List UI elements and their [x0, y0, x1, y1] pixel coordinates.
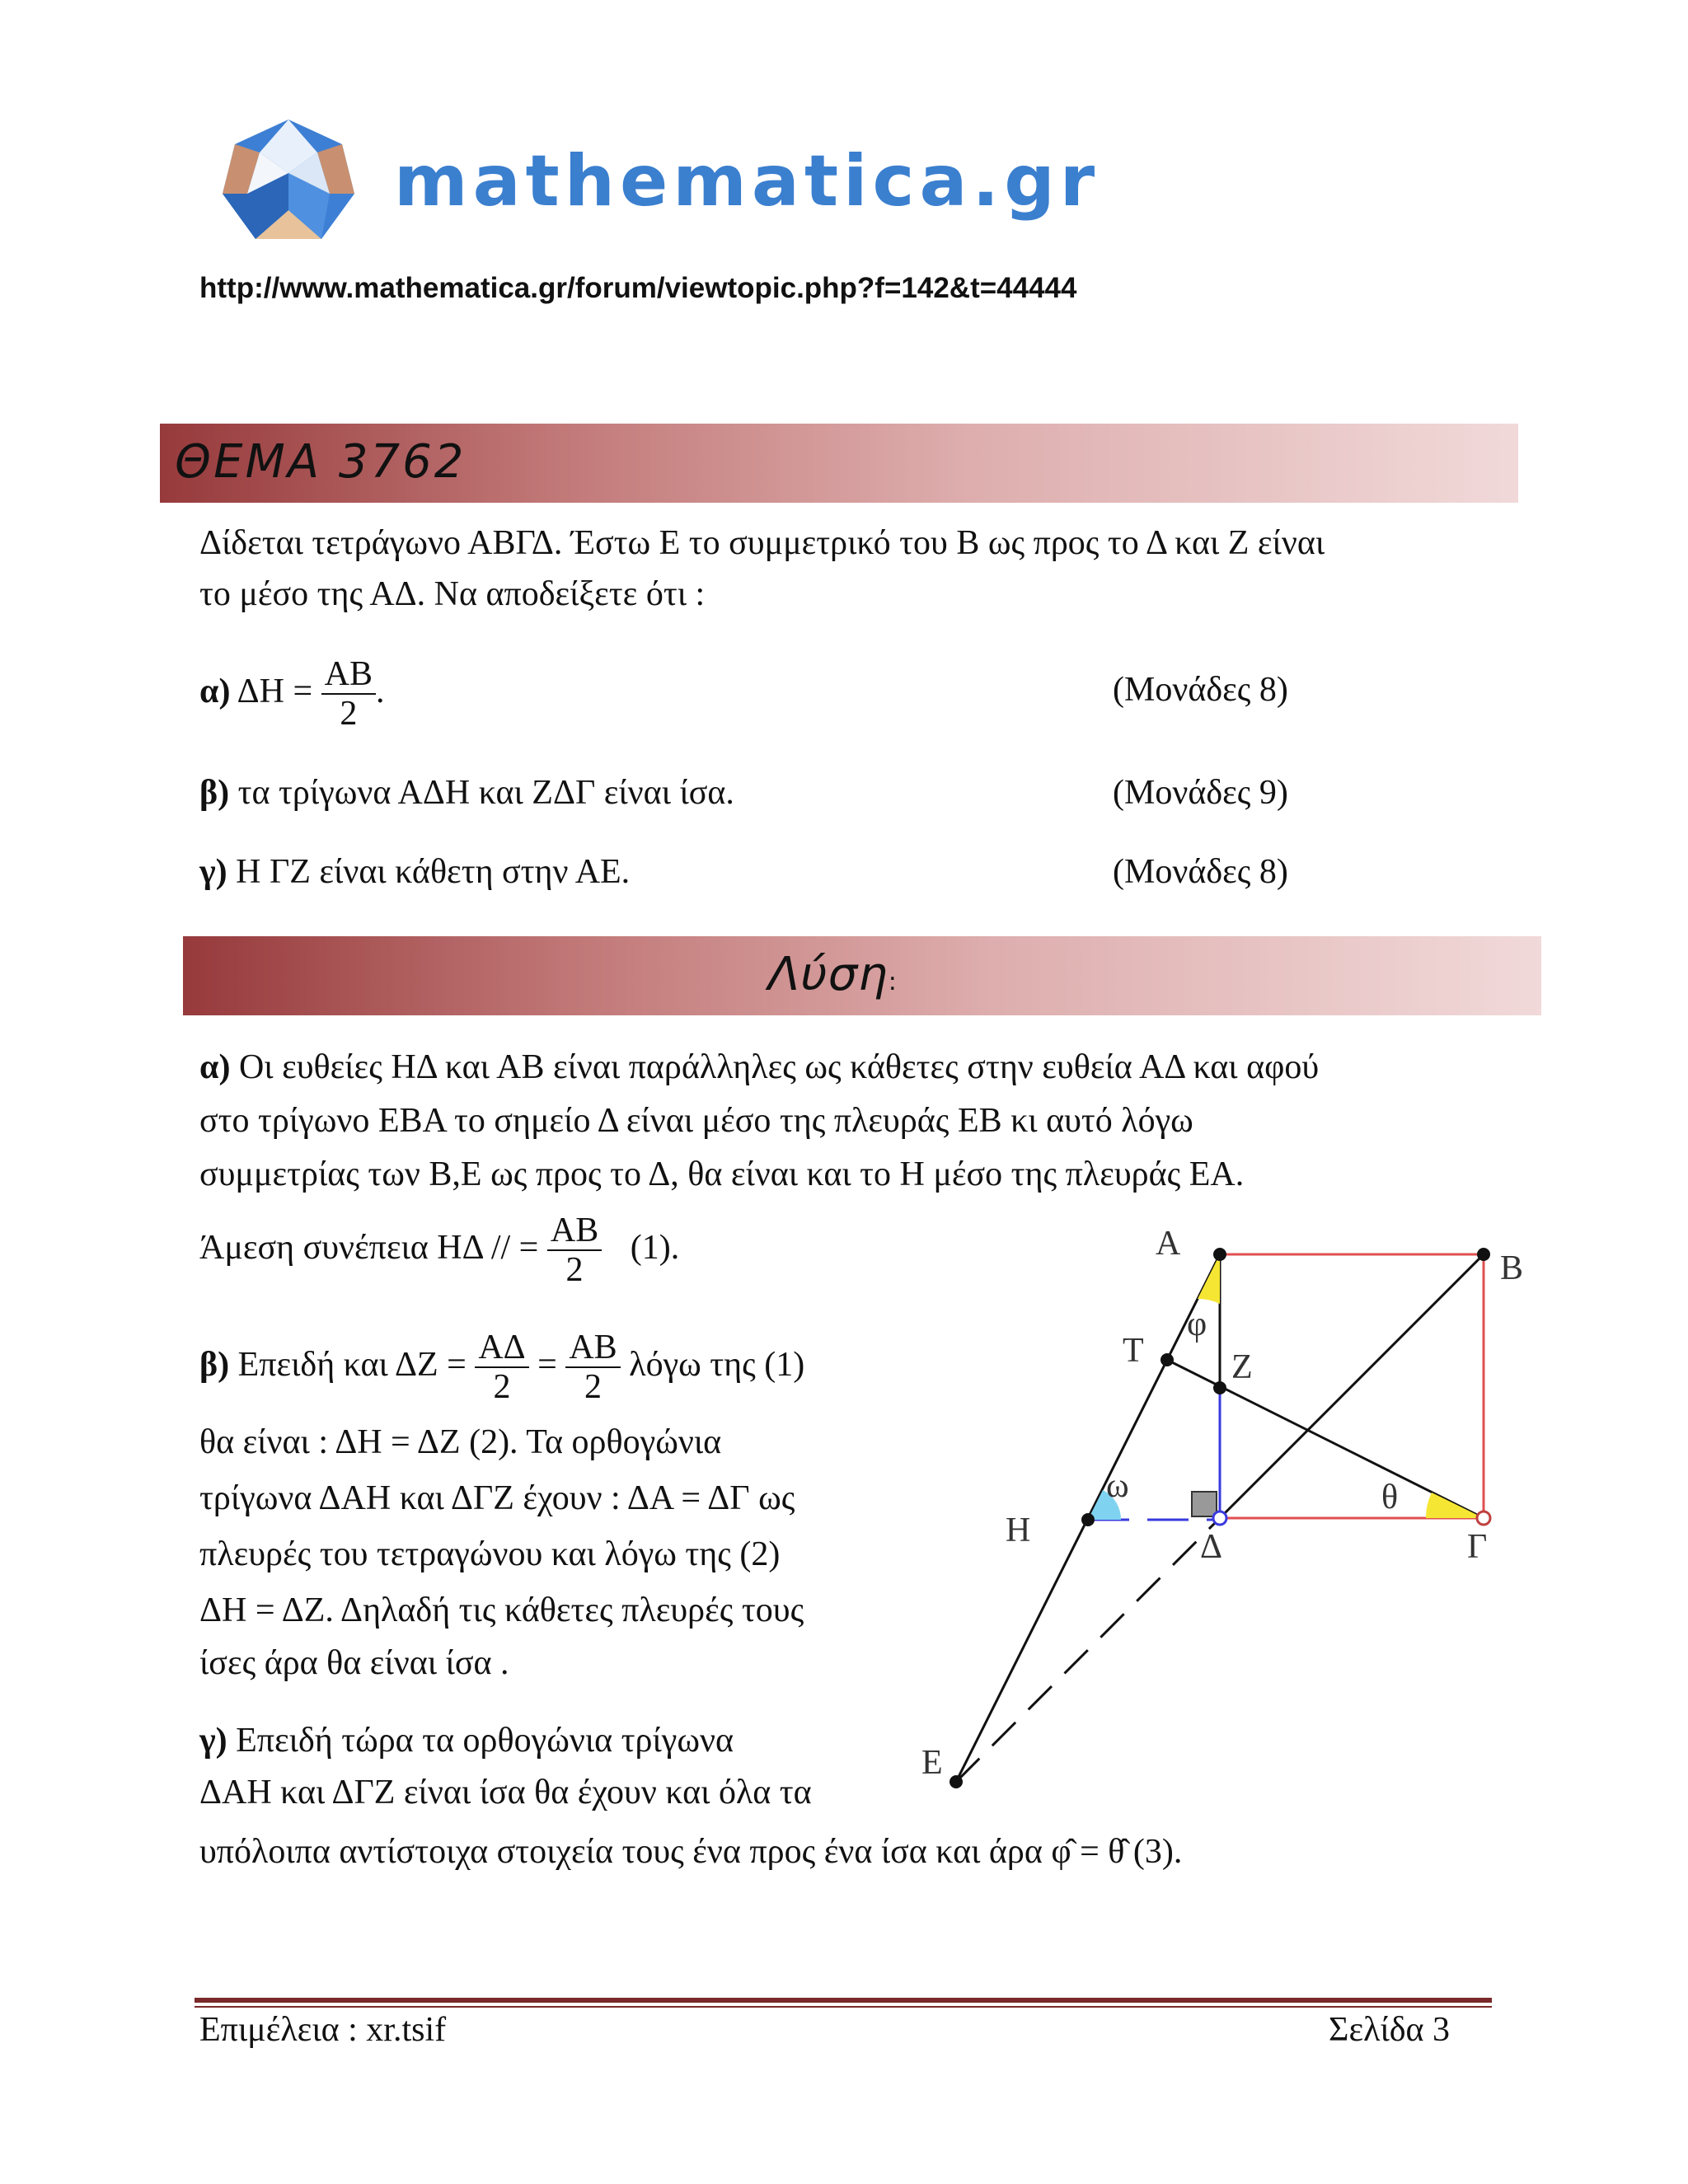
- footer-rule-thick: [195, 1998, 1492, 2003]
- theme-banner: [160, 424, 1518, 503]
- question-b-points: (Μονάδες 9): [1113, 774, 1288, 812]
- solution-a-consequence-text: Άμεση συνέπεια ΗΔ // =: [199, 1228, 539, 1267]
- segment-ED: [956, 1518, 1223, 1782]
- solution-b-fraction-2: [565, 1329, 620, 1406]
- label-omega: ω: [1106, 1467, 1129, 1505]
- solution-b-denominator-2: 2: [584, 1368, 603, 1407]
- solution-b-label: β): [199, 1345, 230, 1384]
- question-a-lhs: ΔΗ =: [237, 672, 313, 710]
- label-H: Η: [1006, 1511, 1031, 1549]
- label-Z: Ζ: [1231, 1348, 1253, 1386]
- solution-a-numerator: ΑΒ: [547, 1212, 602, 1251]
- label-theta: θ: [1381, 1479, 1399, 1516]
- solution-b-line-2: θα είναι : ΔΗ = ΔΖ (2). Τα ορθογώνια: [199, 1423, 722, 1461]
- solution-a-text-1: Οι ευθείες ΗΔ και ΑΒ είναι παράλληλες ως κάθετες στην ευθεία ΑΔ και αφού: [238, 1048, 1320, 1086]
- solution-a-line-2: στο τρίγωνο ΕΒΑ το σημείο Δ είναι μέσο της πλευράς ΕΒ κι αυτό λόγω: [199, 1102, 1193, 1140]
- diagonal-DB: [1220, 1254, 1484, 1518]
- label-A: Α: [1156, 1225, 1181, 1263]
- question-b: [199, 772, 734, 813]
- solution-b-line-5: ΔΗ = ΔΖ. Δηλαδή τις κάθετες πλευρές τους: [199, 1591, 804, 1629]
- solution-a-line-1: [199, 1047, 1319, 1088]
- theme-title: ΘΕΜΑ 3762: [175, 435, 467, 489]
- label-G: Γ: [1467, 1528, 1488, 1566]
- solution-a-consequence: [199, 1212, 679, 1289]
- solution-b-pre: Επειδή και ΔΖ =: [237, 1345, 467, 1384]
- question-b-label: β): [199, 774, 230, 812]
- footer-rule-thin: [195, 2006, 1492, 2008]
- solution-a-line-3: συμμετρίας των Β,Ε ως προς το Δ, θα είναι και το Η μέσο της πλευράς ΕΑ.: [199, 1155, 1245, 1193]
- solution-b-fraction-1: [475, 1329, 528, 1406]
- point-T: [1160, 1353, 1174, 1366]
- solution-a-denominator: 2: [565, 1251, 584, 1290]
- point-A: [1213, 1248, 1226, 1261]
- solution-b-equals: =: [537, 1345, 557, 1384]
- logo-icon: [218, 115, 359, 247]
- solution-c-line-1: [199, 1720, 734, 1761]
- label-E: Ε: [921, 1744, 943, 1782]
- question-a-points: (Μονάδες 8): [1113, 671, 1288, 709]
- question-a: [199, 655, 385, 733]
- question-c-points: (Μονάδες 8): [1113, 853, 1288, 891]
- solution-b-denominator-1: 2: [493, 1368, 511, 1407]
- point-D: [1213, 1511, 1226, 1525]
- point-E: [950, 1775, 963, 1788]
- solution-c-label: γ): [199, 1722, 227, 1760]
- footer-right: Σελίδα 3: [1329, 2011, 1451, 2049]
- solution-b-numerator-2: ΑΒ: [565, 1329, 620, 1368]
- question-a-fraction: [321, 655, 376, 733]
- question-b-text: τα τρίγωνα ΑΔΗ και ΖΔΓ είναι ίσα.: [237, 774, 734, 812]
- solution-a-label: α): [199, 1048, 231, 1086]
- question-c-text: Η ΓΖ είναι κάθετη στην ΑΕ.: [236, 853, 631, 891]
- solution-banner: [183, 936, 1541, 1015]
- question-a-end: .: [376, 672, 385, 710]
- solution-c-line-3: υπόλοιπα αντίστοιχα στοιχεία τους ένα προς ένα ίσα και άρα φ̂ = θ̂ (3).: [199, 1833, 1183, 1871]
- question-c: [199, 851, 630, 893]
- point-G: [1477, 1511, 1490, 1525]
- question-a-label: α): [199, 672, 231, 710]
- solution-title-text: Λύση: [768, 948, 889, 1001]
- solution-b-line-6: ίσες άρα θα είναι ίσα .: [199, 1644, 509, 1682]
- solution-title: [768, 948, 898, 1001]
- label-T: Τ: [1123, 1332, 1144, 1370]
- solution-b-line-1: [199, 1329, 804, 1406]
- problem-line-1: Δίδεται τετράγωνο ΑΒΓΔ. Έστω Ε το συμμετρικό του Β ως προς το Δ και Ζ είναι: [199, 524, 1325, 562]
- solution-b-numerator-1: ΑΔ: [475, 1329, 528, 1368]
- solution-c-line-2: ΔΑΗ και ΔΓΖ είναι ίσα θα έχουν και όλα τα: [199, 1774, 812, 1811]
- label-D: Δ: [1200, 1528, 1223, 1566]
- right-angle-mark: [1192, 1492, 1217, 1516]
- solution-b-line-4: πλευρές του τετραγώνου και λόγω της (2): [199, 1535, 781, 1573]
- source-url[interactable]: http://www.mathematica.gr/forum/viewtopic.php?f=142&t=44444: [199, 272, 1077, 304]
- solution-b-post: λόγω της (1): [629, 1345, 805, 1384]
- footer-left: Επιμέλεια : xr.tsif: [199, 2011, 447, 2049]
- label-B: Β: [1500, 1249, 1524, 1287]
- solution-a-fraction: [547, 1212, 602, 1289]
- solution-title-colon: :: [888, 968, 898, 996]
- question-a-denominator: 2: [340, 695, 358, 733]
- point-H: [1081, 1513, 1095, 1526]
- solution-a-ref: (1).: [630, 1228, 680, 1267]
- point-B: [1477, 1248, 1490, 1261]
- label-phi: φ: [1187, 1305, 1207, 1343]
- solution-b-line-3: τρίγωνα ΔΑΗ και ΔΓΖ έχουν : ΔΑ = ΔΓ ως: [199, 1479, 795, 1517]
- question-a-numerator: ΑΒ: [321, 655, 376, 695]
- geometry-figure: [890, 1220, 1550, 1813]
- solution-c-text-1: Επειδή τώρα τα ορθογώνια τρίγωνα: [236, 1722, 734, 1760]
- problem-line-2: το μέσο της ΑΔ. Να αποδείξετε ότι :: [199, 575, 706, 613]
- angle-phi: [1198, 1254, 1220, 1304]
- angle-theta: [1426, 1493, 1484, 1518]
- point-Z: [1213, 1381, 1226, 1394]
- question-c-label: γ): [199, 853, 227, 891]
- logo-text: mathematica.gr: [394, 140, 1100, 223]
